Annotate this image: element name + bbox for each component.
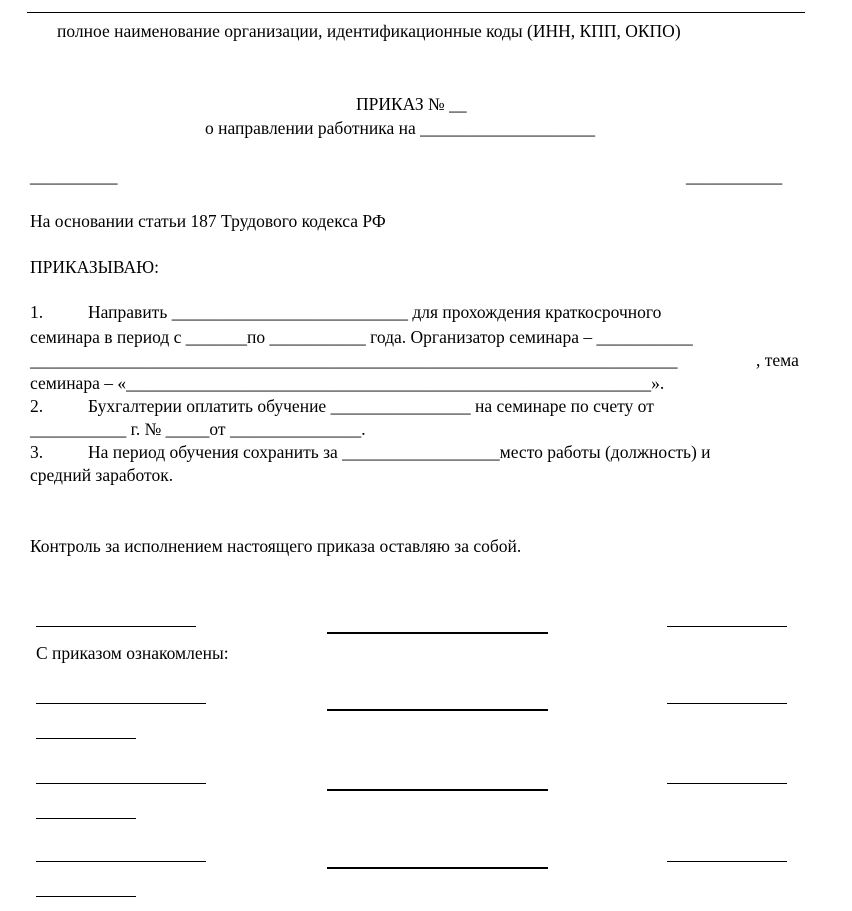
item-1-line-4: семинара – «____________________________________________________________». bbox=[30, 373, 665, 393]
employee-name-line bbox=[667, 703, 787, 704]
employee-position-line bbox=[36, 783, 206, 784]
item-1-number: 1. bbox=[30, 302, 44, 322]
employee-name-line bbox=[667, 861, 787, 862]
item-3-line-1: На период обучения сохранить за __________________место работы (должность) и bbox=[88, 442, 711, 462]
head-signature-line bbox=[327, 632, 548, 634]
item-2-number: 2. bbox=[30, 396, 44, 416]
employee-signature-line bbox=[327, 867, 548, 869]
item-2-line-1: Бухгалтерии оплатить обучение ________________ на семинаре по счету от bbox=[88, 396, 654, 416]
top-rule bbox=[27, 12, 805, 13]
employee-name-line bbox=[667, 783, 787, 784]
org-caption: полное наименование организации, идентификационные коды (ИНН, КПП, ОКПО) bbox=[57, 21, 681, 41]
employee-position-line bbox=[36, 703, 206, 704]
employee-date-line bbox=[36, 738, 136, 739]
employee-position-line bbox=[36, 861, 206, 862]
item-1-line-2: семинара в период с _______по ___________ года. Организатор семинара – ___________ bbox=[30, 327, 693, 347]
place-field: ___________ bbox=[686, 166, 783, 186]
order-subtitle: о направлении работника на ____________________ bbox=[205, 118, 596, 138]
employee-date-line bbox=[36, 818, 136, 819]
item-1-line-1: Направить ___________________________ для прохождения краткосрочного bbox=[88, 302, 662, 322]
employee-date-line bbox=[36, 896, 136, 897]
employee-signature-line bbox=[327, 709, 548, 711]
head-position-line bbox=[36, 626, 196, 627]
item-3-line-2: средний заработок. bbox=[30, 465, 174, 485]
acquainted-text: С приказом ознакомлены: bbox=[36, 643, 229, 663]
item-3-number: 3. bbox=[30, 442, 44, 462]
head-name-line bbox=[667, 626, 787, 627]
control-text: Контроль за исполнением настоящего приказа оставляю за собой. bbox=[30, 536, 522, 556]
order-title: ПРИКАЗ № __ bbox=[356, 94, 467, 114]
item-1-line-3-blank: __________________________________________________________________________ bbox=[30, 350, 678, 370]
order-word: ПРИКАЗЫВАЮ: bbox=[30, 257, 159, 277]
item-2-line-2: ___________ г. № _____от _______________. bbox=[30, 419, 366, 439]
item-1-line-3-tail: , тема bbox=[756, 350, 799, 370]
basis-text: На основании статьи 187 Трудового кодекса РФ bbox=[30, 211, 386, 231]
date-field: __________ bbox=[30, 166, 118, 186]
employee-signature-line bbox=[327, 789, 548, 791]
